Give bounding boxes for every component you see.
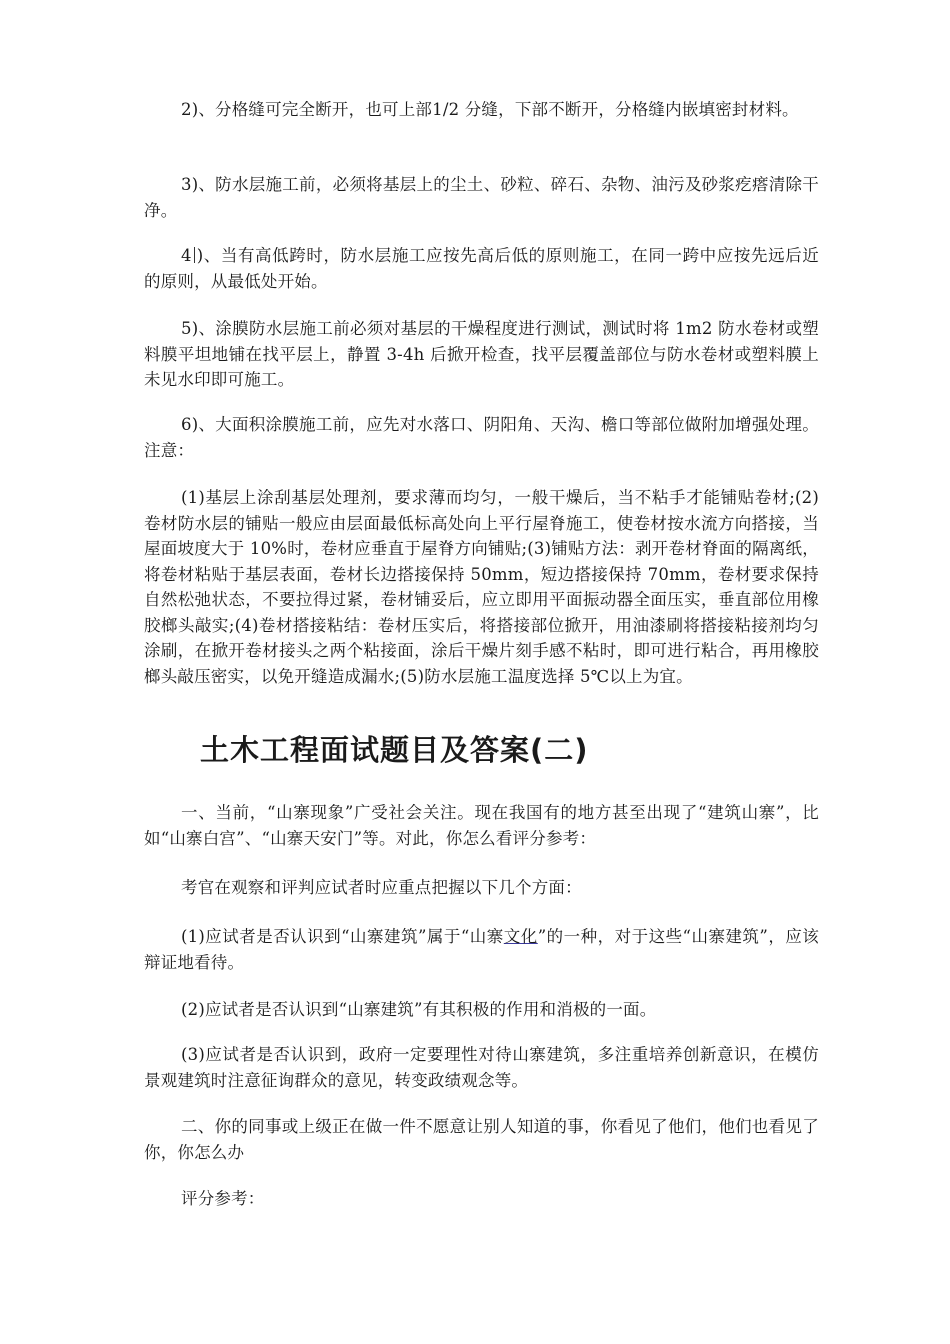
paragraph-text: 评分参考：: [181, 1189, 265, 1208]
question-1: [144, 800, 819, 851]
paragraph-6: [144, 412, 819, 463]
paragraph-text: (1)基层上涂刮基层处理剂，要求薄而均匀，一般干燥后，当不粘手才能铺贴卷材;(2)卷材防水层的铺贴一般应由层面最低标高处向上平行屋脊施工，使卷材按水流方向搭接，当屋面坡度大于 10%时，卷材应垂直于屋脊方向铺贴;(3)铺贴方法：剥开卷材脊面的隔离纸，将卷材粘贴于基层表面，卷材长边搭接保持 50mm，短边搭接保持 70mm，卷材要求保持自然松弛状态，不要拉得过紧，卷材铺妥后，应立即用平面振动器全面压实，垂直部位用橡胶榔头敲实;(4)卷材搭接粘结：卷材压实后，将搭接部位掀开，用油漆刷将搭接粘接剂均匀涂刷，在掀开卷材接头之两个粘接面，涂后干燥片刻手感不粘时，即可进行粘合，再用橡胶榔头敲压密实，以免开缝造成漏水;(5)防水层施工温度选择 5℃以上为宜。: [144, 488, 819, 686]
question-1-point-1: [144, 924, 819, 975]
question-1-point-2: [144, 997, 819, 1023]
paragraph-notes: [144, 485, 819, 689]
question-2-scoring: [144, 1186, 819, 1212]
paragraph-text-start: (1)应试者是否认识到“山寨建筑”属于“山寨: [181, 927, 504, 946]
paragraph-3: [144, 172, 819, 223]
paragraph-text: 2)、分格缝可完全断开，也可上部1/2 分缝，下部不断开，分格缝内嵌填密封材料。: [181, 100, 799, 119]
section-heading: 土木工程面试题目及答案(二): [200, 733, 589, 767]
paragraph-text: 6)、大面积涂膜施工前，应先对水落口、阴阳角、天沟、檐口等部位做附加增强处理。 注意：: [144, 415, 819, 460]
paragraph-text: 3)、防水层施工前，必须将基层上的尘土、砂粒、碎石、杂物、油污及砂浆疙瘩清除干净。: [144, 175, 819, 220]
paragraph-4: [144, 243, 819, 294]
paragraph-text-rest: )、当有高低跨时，防水层施工应按先高后低的原则施工，在同一跨中应按先远后近的原则，从最低处开始。: [144, 246, 819, 291]
paragraph-text: (3)应试者是否认识到，政府一定要理性对待山寨建筑，多注重培养创新意识，在模仿景观建筑时注意征询群众的意见，转变政绩观念等。: [144, 1045, 819, 1090]
paragraph-text: 5)、涂膜防水层施工前必须对基层的干燥程度进行测试，测试时将 1m2 防水卷材或塑料膜平坦地铺在找平层上，静置 3-4h 后掀开检查，找平层覆盖部位与防水卷材或塑料膜上未见水印即可施工。: [144, 319, 819, 389]
paragraph-2: [144, 97, 819, 123]
paragraph-text: (2)应试者是否认识到“山寨建筑”有其积极的作用和消极的一面。: [181, 1000, 657, 1019]
paragraph-text: 考官在观察和评判应试者时应重点把握以下几个方面：: [181, 878, 582, 897]
question-2: [144, 1114, 819, 1165]
question-1-point-3: [144, 1042, 819, 1093]
paragraph-text-rest: ”的一种，对于这些“山寨建筑”，应该辩证地看待。: [144, 927, 820, 972]
culture-link[interactable]: 文化: [503, 927, 538, 946]
paragraph-5: [144, 316, 819, 393]
text-cursor-mark: [194, 247, 195, 263]
question-1-intro: [144, 875, 819, 901]
paragraph-text-start: 4: [181, 246, 192, 265]
paragraph-text: 一、当前，“山寨现象”广受社会关注。现在我国有的地方甚至出现了“建筑山寨”，比如“山寨白宫”、“山寨天安门”等。对此，你怎么看评分参考：: [144, 803, 819, 848]
paragraph-text: 二、你的同事或上级正在做一件不愿意让别人知道的事，你看见了他们，他们也看见了你，你怎么办: [144, 1117, 819, 1162]
